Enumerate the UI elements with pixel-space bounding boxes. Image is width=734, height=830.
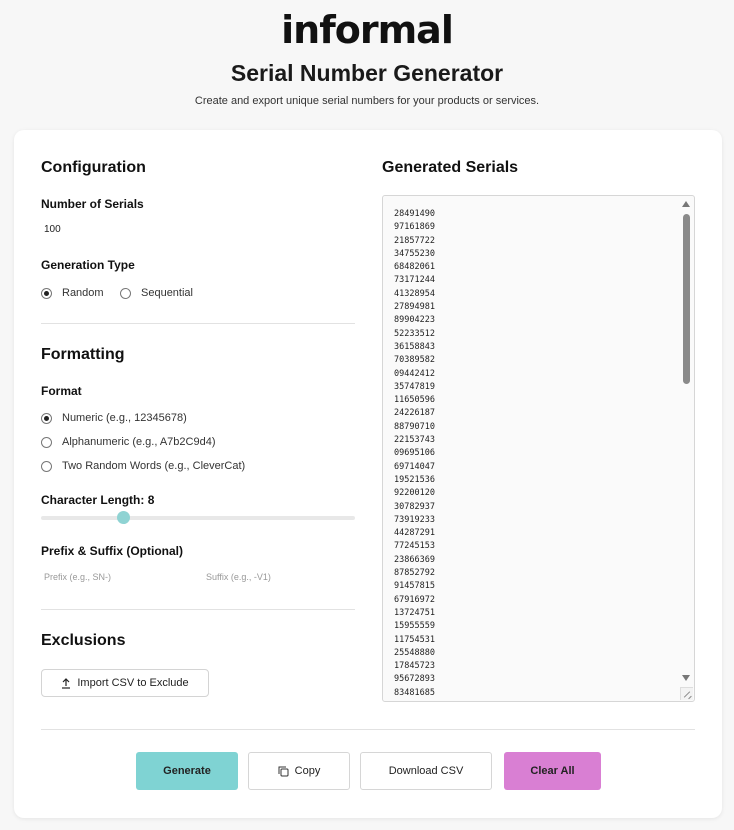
generator-card	[14, 130, 722, 818]
serial-line: 25548880	[394, 647, 435, 658]
serial-line: 11650596	[394, 395, 435, 406]
radio-random-label: Random	[62, 287, 104, 299]
generate-label: Generate	[163, 765, 211, 777]
serial-line: 13724751	[394, 607, 435, 618]
format-label: Format	[41, 384, 82, 398]
suffix-input[interactable]: Suffix (e.g., -V1)	[206, 572, 271, 582]
serial-line: 15955559	[394, 621, 435, 632]
clear-all-button[interactable]	[504, 752, 601, 790]
page-subtitle: Create and export unique serial numbers for your products or services.	[194, 95, 540, 107]
radio-sequential-label: Sequential	[141, 287, 193, 299]
character-length-slider[interactable]	[41, 516, 355, 520]
download-csv-button[interactable]	[360, 752, 492, 790]
radio-numeric-label: Numeric (e.g., 12345678)	[62, 412, 187, 424]
clear-all-label: Clear All	[530, 765, 575, 777]
serials-textarea[interactable]	[382, 195, 695, 702]
serial-line: 35747819	[394, 381, 435, 392]
serial-line: 70389582	[394, 355, 435, 366]
serial-line: 09695106	[394, 448, 435, 459]
scroll-up-arrow-icon[interactable]	[682, 201, 690, 207]
serial-line: 67916972	[394, 594, 435, 605]
radio-random[interactable]	[41, 287, 104, 299]
serial-line: 27894981	[394, 302, 435, 313]
exclusions-heading: Exclusions	[41, 632, 126, 649]
copy-icon	[278, 766, 289, 777]
prefix-suffix-label: Prefix & Suffix (Optional)	[41, 544, 184, 558]
serial-line: 69714047	[394, 461, 435, 472]
character-length-text: Character Length:	[41, 493, 148, 507]
serial-line: 41328954	[394, 288, 435, 299]
serial-line: 17845723	[394, 661, 435, 672]
serial-line: 34755230	[394, 248, 435, 259]
page-title: Serial Number Generator	[230, 60, 504, 86]
radio-sequential-indicator[interactable]	[120, 288, 131, 299]
number-of-serials-input[interactable]: 100	[44, 224, 61, 235]
copy-button[interactable]	[248, 752, 350, 790]
logo: informal	[281, 8, 453, 52]
serials-scrollbar[interactable]	[681, 198, 692, 681]
serial-line: 09442412	[394, 368, 435, 379]
scroll-down-arrow-icon[interactable]	[682, 675, 690, 681]
serial-line: 44287291	[394, 528, 435, 539]
import-csv-label: Import CSV to Exclude	[77, 677, 189, 689]
import-csv-button[interactable]	[41, 669, 209, 697]
serial-line: 77245153	[394, 541, 435, 552]
character-length-value: 8	[147, 493, 155, 507]
serial-line: 89904223	[394, 315, 435, 326]
serial-line: 97161869	[394, 222, 435, 233]
serial-line: 23866369	[394, 554, 435, 565]
copy-label: Copy	[294, 765, 321, 777]
serial-line: 91457815	[394, 581, 435, 592]
download-csv-label: Download CSV	[388, 765, 464, 777]
formatting-heading: Formatting	[41, 346, 125, 363]
serial-line: 92200120	[394, 488, 435, 499]
divider	[41, 609, 355, 610]
generation-type-label: Generation Type	[41, 258, 135, 272]
character-length-label	[41, 493, 154, 507]
prefix-input[interactable]: Prefix (e.g., SN-)	[44, 572, 112, 582]
serial-line: 73171244	[394, 275, 435, 286]
radio-two-words-indicator[interactable]	[41, 461, 52, 472]
serial-line: 68482061	[394, 262, 435, 273]
serial-line: 21857722	[394, 235, 435, 246]
radio-numeric[interactable]	[41, 412, 187, 424]
divider	[41, 729, 695, 730]
slider-thumb[interactable]	[117, 511, 130, 524]
radio-alphanumeric-label: Alphanumeric (e.g., A7b2C9d4)	[62, 436, 216, 448]
radio-alphanumeric-indicator[interactable]	[41, 437, 52, 448]
serial-line: 22153743	[394, 435, 435, 446]
serial-line: 24226187	[394, 408, 435, 419]
divider	[41, 323, 355, 324]
serial-line: 52233512	[394, 328, 435, 339]
radio-two-words[interactable]	[41, 460, 245, 472]
serial-line: 19521536	[394, 474, 435, 485]
serial-line: 95672893	[394, 674, 435, 685]
serial-line: 36158843	[394, 341, 435, 352]
radio-two-words-label: Two Random Words (e.g., CleverCat)	[62, 460, 246, 472]
radio-numeric-indicator[interactable]	[41, 413, 52, 424]
scroll-thumb[interactable]	[683, 214, 690, 384]
serial-line: 73919233	[394, 514, 435, 525]
upload-icon	[61, 678, 71, 689]
serials-list	[394, 208, 674, 700]
serial-line: 83481685	[394, 687, 435, 698]
serial-line: 88790710	[394, 421, 435, 432]
radio-random-indicator[interactable]	[41, 288, 52, 299]
number-of-serials-label: Number of Serials	[41, 197, 144, 211]
radio-alphanumeric[interactable]	[41, 436, 215, 448]
serial-line: 28491490	[394, 209, 435, 219]
generate-button[interactable]	[136, 752, 238, 790]
radio-sequential[interactable]	[120, 287, 193, 299]
configuration-heading: Configuration	[41, 159, 146, 176]
serial-line: 30782937	[394, 501, 435, 512]
resize-handle-icon[interactable]	[680, 687, 693, 700]
serial-line: 11754531	[394, 634, 435, 645]
serial-line: 87852792	[394, 568, 435, 579]
generated-serials-heading: Generated Serials	[382, 159, 519, 176]
